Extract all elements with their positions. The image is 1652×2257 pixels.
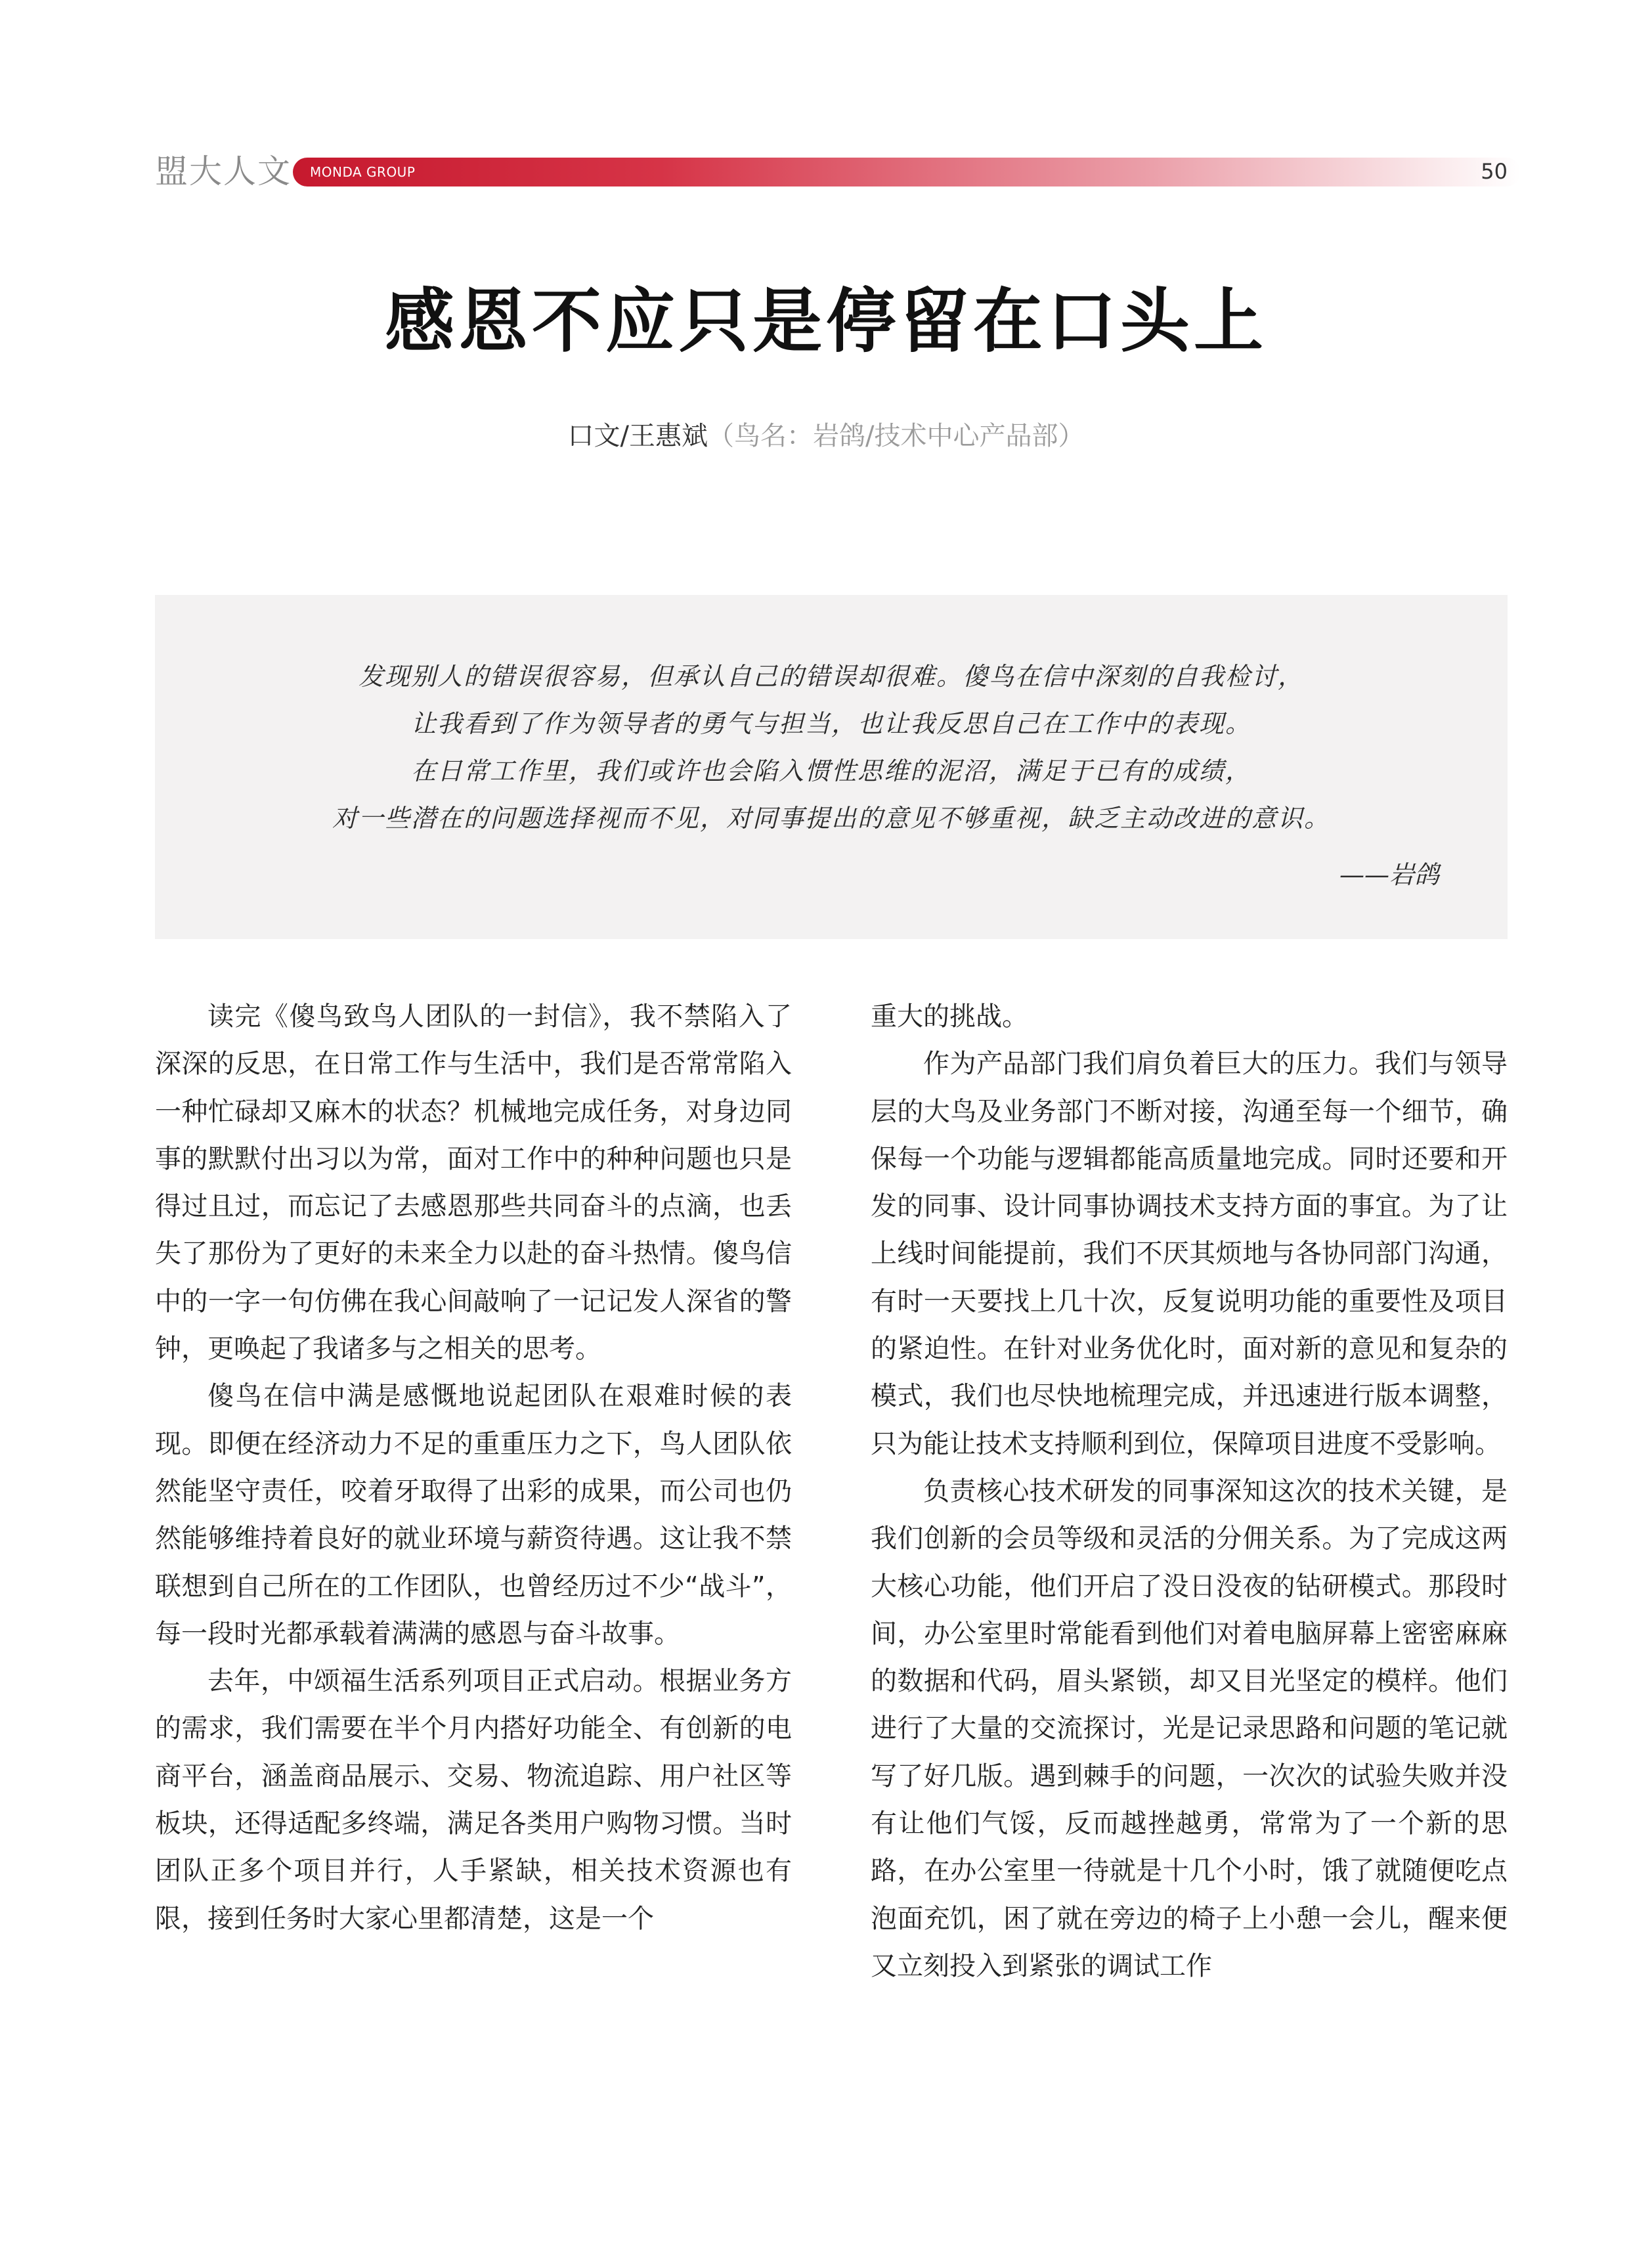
quote-signature: ——岩鸽 — [1339, 860, 1439, 889]
quote-line: 在日常工作里，我们或许也会陷入惯性思维的泥沼，满足于已有的成绩， — [410, 756, 1251, 785]
body-paragraph: 负责核心技术研发的同事深知这次的技术关键，是我们创新的会员等级和灵活的分佣关系。为了完成这两大核心功能，他们开启了没日没夜的钻研模式。那段时间，办公室里时常能看到他们对着电脑屏幕上密密麻麻的数据和代码，眉头紧锁，却又目光坚定的模样。他们进行了大量的交流探讨，光是记录思路和问题的笔记就写了好几版。遇到棘手的问题，一次次的试验失败并没有让他们气馁，反而越挫越勇，常常为了一个新的思路，在办公室里一待就是十几个小时，饿了就随便吃点泡面充饥，困了就在旁边的椅子上小憩一会儿，醒来便又立刻投入到紧张的调试工作 — [871, 1476, 1508, 1981]
quote-line: 让我看到了作为领导者的勇气与担当，也让我反思自己在工作中的表现。 — [410, 709, 1251, 738]
byline-note: （鸟名：岩鸽/技术中心产品部） — [708, 421, 1085, 451]
body-paragraph: 去年，中颂福生活系列项目正式启动。根据业务方的需求，我们需要在半个月内搭好功能全、有创新的电商平台，涵盖商品展示、交易、物流追踪、用户社区等板块，还得适配多终端，满足各类用户购物习惯。当时团队正多个项目并行，人手紧缺，相关技术资源也有限，接到任务时大家心里都清楚，这是一个 — [155, 1666, 792, 1934]
page-header — [155, 150, 1508, 193]
body-paragraph: 读完《傻鸟致鸟人团队的一封信》，我不禁陷入了深深的反思，在日常工作与生活中，我们是否常常陷入一种忙碌却又麻木的状态？机械地完成任务，对身边同事的默默付出习以为常，面对工作中的种种问题也只是得过且过，而忘记了去感恩那些共同奋斗的点滴，也丢失了那份为了更好的未来全力以赴的奋斗热情。傻鸟信中的一字一句仿佛在我心间敲响了一记记发人深省的警钟，更唤起了我诸多与之相关的思考。 — [155, 1001, 792, 1365]
body-paragraph: 傻鸟在信中满是感慨地说起团队在艰难时候的表现。即便在经济动力不足的重重压力之下，鸟人团队依然能坚守责任，咬着牙取得了出彩的成果，而公司也仍然能够维持着良好的就业环境与薪资待遇。这让我不禁联想到自己所在的工作团队，也曾经历过不少“战斗”，每一段时光都承载着满满的感恩与奋斗故事。 — [155, 1381, 792, 1649]
article-byline — [0, 416, 1652, 456]
pull-quote-box — [155, 595, 1508, 939]
page-number: 50 — [1481, 159, 1508, 184]
quote-line: 对一些潜在的问题选择视而不见，对同事提出的意见不够重视，缺乏主动改进的意识。 — [332, 804, 1330, 833]
pull-quote-lines — [155, 653, 1508, 842]
body-column-right — [871, 993, 1508, 2142]
body-column-left — [155, 993, 792, 2142]
body-paragraph-continued: 重大的挑战。 — [871, 1001, 1028, 1032]
byline-author: 口文/王惠斌 — [567, 421, 708, 451]
body-paragraph: 作为产品部门我们肩负着巨大的压力。我们与领导层的大鸟及业务部门不断对接，沟通至每一个细节，确保每一个功能与逻辑都能高质量地完成。同时还要和开发的同事、设计同事协调技术支持方面的事宜。为了让上线时间能提前，我们不厌其烦地与各协同部门沟通，有时一天要找上几十次，反复说明功能的重要性及项目的紧迫性。在针对业务优化时，面对新的意见和复杂的模式，我们也尽快地梳理完成，并迅速进行版本调整，只为能让技术支持顺利到位，保障项目进度不受影响。 — [871, 1049, 1508, 1459]
group-label: MONDA GROUP — [310, 164, 416, 180]
article-title: 感恩不应只是停留在口头上 — [385, 281, 1267, 362]
magazine-brand: 盟大人文 — [155, 152, 292, 190]
header-accent-bar — [293, 158, 1521, 186]
quote-line: 发现别人的错误很容易，但承认自己的错误却很难。傻鸟在信中深刻的自我检讨， — [358, 662, 1304, 691]
